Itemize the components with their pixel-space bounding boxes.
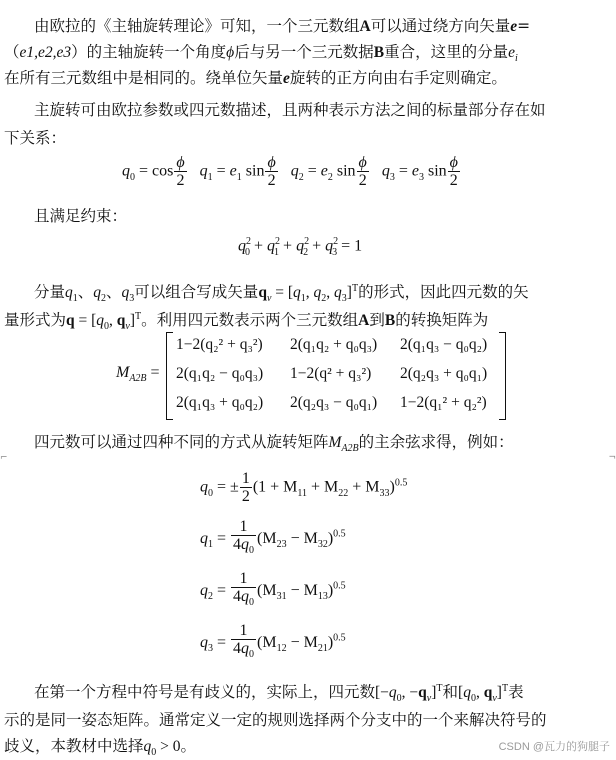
matrix-cell: 2(q₁q₂ + q₀q₃) xyxy=(290,336,378,353)
para4-line2: 量形式为$q = [q_0$, $q_v]^T$。利用四元数表示两个三元数组A到B的转换矩阵为 xyxy=(4,310,489,333)
equation-euler-params: $q_0 = \cos$ $\frac{\phi}{2}$ $q_1 = e_1$ sin $\frac{\phi}{2}$ $q_2 = e_2$ sin $\frac{\phi}{2}$ $q_3 = e_3$ sin $\frac{\phi}{2}$ xyxy=(122,154,458,189)
para1-line1: 由欧拉的《主轴旋转理论》可知，一个三元数组A可以通过绕方向矢量e= xyxy=(34,17,531,35)
para5: 四元数可以通过四种不同的方式从旋转矩阵$M_{A2B}$的主余弦求得，例如： xyxy=(34,433,514,455)
equation-q1: $q_1$ = $\frac{1}{4q_0}$ $(M_{23} - M_{32})^{0.5}$ xyxy=(200,518,346,557)
para6-line2: 示的是同一姿态矩阵。通常定义一定的规则选择两个分支中的一个来解决符号的 xyxy=(4,711,547,729)
matrix-cell: 1−2(q² + q₃²) xyxy=(290,365,372,382)
para3: 且满足约束： xyxy=(34,207,128,225)
matrix-cell: 2(q₂q₃ + q₀q₁) xyxy=(400,365,488,382)
watermark: CSDN @瓦力的狗腿子 xyxy=(498,741,610,753)
matrix-bracket-left xyxy=(166,332,173,420)
para1-line3: 在所有三元数组中是相同的。绕单位矢量e旋转的正方向由右手定则确定。 xyxy=(4,69,507,87)
para1-line2: （e1,e2,e3）的主轴旋转一个角度ϕ后与另一个三元数据B重合，这里的分量$e_i$ xyxy=(4,43,518,65)
matrix-cell: 2(q₁q₃ − q₀q₂) xyxy=(400,336,488,353)
para2-line2: 下关系： xyxy=(4,129,67,147)
matrix-cell: 1−2(q₂² + q₃²) xyxy=(176,336,263,353)
margin-marker-right: ¬ xyxy=(608,453,616,463)
matrix-cell: 2(q₁q₃ + q₀q₂) xyxy=(176,394,264,411)
equation-q2: $q_2$ = $\frac{1}{4q_0}$ $(M_{31} - M_{13})^{0.5}$ xyxy=(200,570,346,609)
matrix-cell: 2(q₁q₂ − q₀q₃) xyxy=(176,365,264,382)
para6-line1: 在第一个方程中符号是有歧义的，实际上，四元数[$-q_0$, $-q_v]^T$和[$q_0$, $q_v]^T$表 xyxy=(34,682,524,705)
para4-line1: 分量$q_1$、$q_2$、$q_3$可以组合写成矢量$q_v = [q_1$, $q_2$, $q_3]^T$的形式，因此四元数的矢 xyxy=(34,282,529,305)
matrix-cell: 1−2(q₁² + q₂²) xyxy=(400,394,487,411)
para2-line1: 主旋转可由欧拉参数或四元数描述，且两种表示方法之间的标量部分存在如 xyxy=(34,101,546,119)
equation-q3: $q_3$ = $\frac{1}{4q_0}$ $(M_{12} - M_{21})^{0.5}$ xyxy=(200,622,346,661)
matrix-bracket-right xyxy=(499,332,506,420)
matrix-cell: 2(q₂q₃ − q₀q₁) xyxy=(290,394,378,411)
equation-q0: $q_0$ = ± $\frac{1}{2}$ $(1 + M_{11} + M_{22} + M_{33})^{0.5}$ xyxy=(200,470,408,505)
rotation-matrix xyxy=(166,332,506,418)
para6-line3: 歧义，本教材中选择$q_0 > 0$。 xyxy=(4,737,197,759)
margin-marker-left: ⌐ xyxy=(0,453,8,463)
equation-constraint: $q^2_0 + q^2_1 + q^2_2 + q^2_3 = 1$ xyxy=(238,236,363,258)
matrix-label: $M_{A2B}$ = xyxy=(116,364,160,385)
